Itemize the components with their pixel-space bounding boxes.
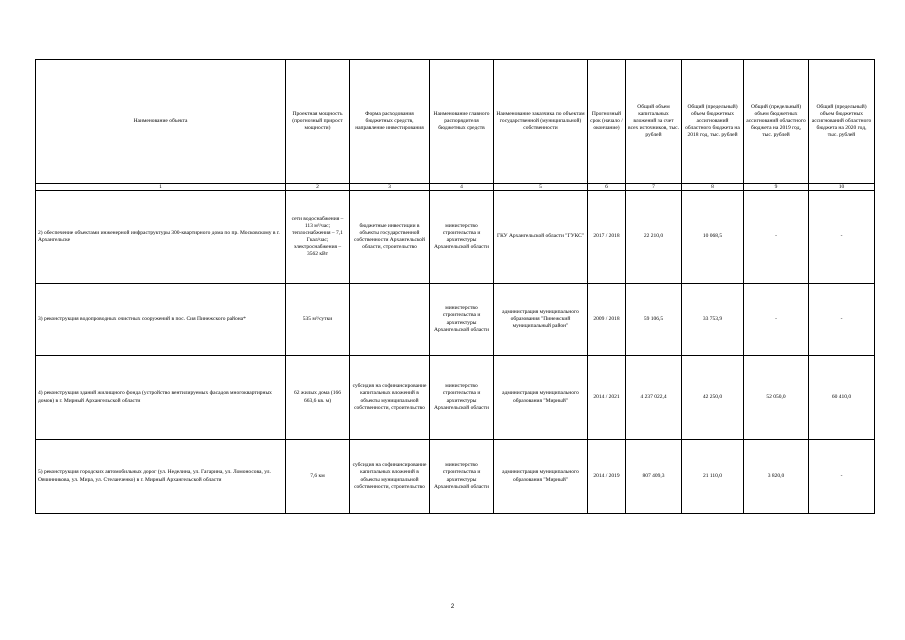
object-name: 5) реконструкция городских автомобильных дорог (ул. Неделина, ул. Гагарина, ул. Ломоносова, ул. Овчинникова, ул. Мира, ул. Стеланченко) в г. Мирный Архангельской области: [36, 440, 286, 514]
total-investment: 807 409,3: [626, 440, 682, 514]
investment-objects-table: [35, 59, 875, 514]
column-number: 2: [286, 184, 350, 191]
budget-2019: -: [744, 191, 809, 284]
header-term: Прогнозный срок (начало / окончание): [588, 60, 626, 184]
budget-2020: -: [809, 440, 875, 514]
budget-2020: 60 410,0: [809, 356, 875, 440]
budget-2018: 42 250,0: [682, 356, 744, 440]
column-number: 4: [430, 184, 494, 191]
object-name: 3) реконструкция водопроводных очистных сооружений в пос. Сия Пинежского района*: [36, 284, 286, 356]
header-budget-2018: Общий (предельный) объем бюджетных ассигнований областного бюджета на 2018 год, тыс. рублей: [682, 60, 744, 184]
header-row: [36, 60, 875, 184]
capacity: сети водоснабжения – 113 м³/час; теплоснабжения – 7,1 Гкал/час; электроснабжения – 3562 кВт: [286, 191, 350, 284]
column-number: 7: [626, 184, 682, 191]
total-investment: 4 237 022,4: [626, 356, 682, 440]
distributor: министерство строительства и архитектуры Архангельской области: [430, 356, 494, 440]
term: 2017 / 2018: [588, 191, 626, 284]
column-number: 3: [350, 184, 430, 191]
budget-2019: 3 820,0: [744, 440, 809, 514]
capacity: 7,6 км: [286, 440, 350, 514]
header-spending-form: Форма расходования бюджетных средств, направление инвестирования: [350, 60, 430, 184]
budget-2018: 10 068,5: [682, 191, 744, 284]
column-number: 6: [588, 184, 626, 191]
customer: администрация муниципального образования "Пинежский муниципальный район": [494, 284, 588, 356]
term: 2014 / 2021: [588, 356, 626, 440]
column-number: 5: [494, 184, 588, 191]
header-customer: Наименование заказчика по объектам государственной (муниципальной) собственности: [494, 60, 588, 184]
total-investment: 59 106,5: [626, 284, 682, 356]
header-total-investment: Общий объем капитальных вложений за счет всех источников, тыс. рублей: [626, 60, 682, 184]
distributor: министерство строительства и архитектуры Архангельской области: [430, 191, 494, 284]
budget-2020: -: [809, 284, 875, 356]
capacity: 535 м³/сутки: [286, 284, 350, 356]
object-name: 2) обеспечение объектами инженерной инфраструктуры 300-квартирного дома по пр. Московскому в г. Архангельске: [36, 191, 286, 284]
table-row: [36, 191, 875, 284]
budget-2020: -: [809, 191, 875, 284]
object-name: 4) реконструкция зданий жилищного фонда (устройство вентилируемых фасадов многоквартирных домов) в г. Мирный Архангельской области: [36, 356, 286, 440]
table-row: [36, 440, 875, 514]
column-number: 8: [682, 184, 744, 191]
spending-form: [350, 284, 430, 356]
capacity: 62 жилых дома (166 663,6 кв. м): [286, 356, 350, 440]
total-investment: 22 210,0: [626, 191, 682, 284]
spending-form: субсидия на софинансирование капитальных вложений в объекты муниципальной собственности, строительство: [350, 440, 430, 514]
column-number-row: [36, 184, 875, 191]
budget-2018: 21 110,0: [682, 440, 744, 514]
table-row: [36, 284, 875, 356]
header-object-name: Наименование объекта: [36, 60, 286, 184]
table-row: [36, 356, 875, 440]
column-number: 9: [744, 184, 809, 191]
distributor: министерство строительства и архитектуры Архангельской области: [430, 440, 494, 514]
column-number: 1: [36, 184, 286, 191]
budget-2019: -: [744, 284, 809, 356]
distributor: министерство строительства и архитектуры Архангельской области: [430, 284, 494, 356]
customer: ГКУ Архангельской области "ГУКС": [494, 191, 588, 284]
customer: администрация муниципального образования "Мирный": [494, 356, 588, 440]
header-capacity: Проектная мощность (прогнозный прирост мощности): [286, 60, 350, 184]
spending-form: бюджетные инвестиции в объекты государственной собственности Архангельской области, строительство: [350, 191, 430, 284]
term: 2014 / 2019: [588, 440, 626, 514]
header-budget-2019: Общий (предельный) объем бюджетных ассигнований областного бюджета на 2019 год, тыс. рублей: [744, 60, 809, 184]
header-budget-2020: Общий (предельный) объем бюджетных ассигнований областного бюджета на 2020 год, тыс. рублей: [809, 60, 875, 184]
budget-2019: 52 050,0: [744, 356, 809, 440]
term: 2009 / 2018: [588, 284, 626, 356]
spending-form: субсидия на софинансирование капитальных вложений в объекты муниципальной собственности, строительство: [350, 356, 430, 440]
budget-2018: 33 753,9: [682, 284, 744, 356]
page-number: 2: [450, 604, 455, 610]
column-number: 10: [809, 184, 875, 191]
header-distributor: Наименование главного распорядителя бюджетных средств: [430, 60, 494, 184]
customer: администрация муниципального образования "Мирный": [494, 440, 588, 514]
